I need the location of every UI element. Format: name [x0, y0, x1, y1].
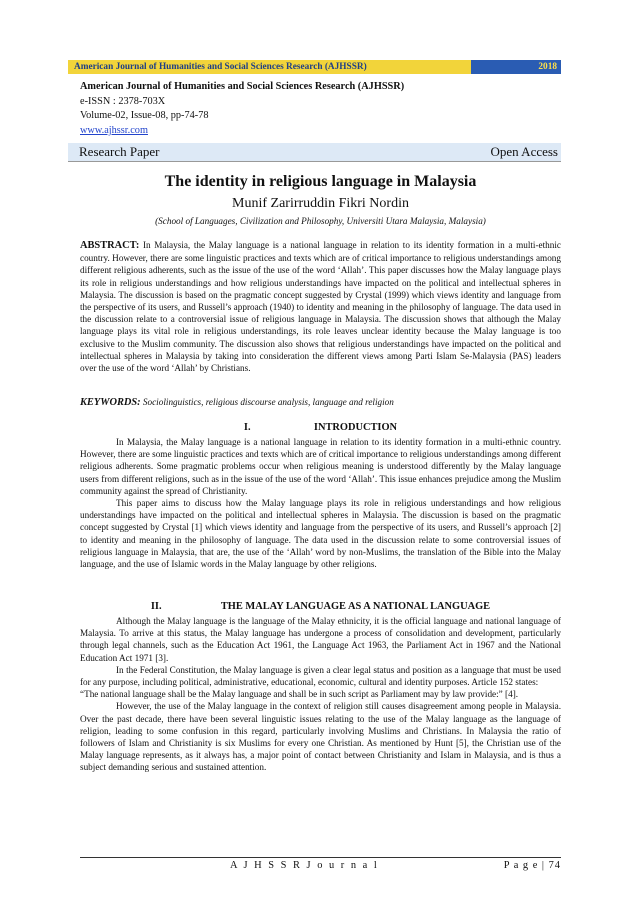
paper-title: The identity in religious language in Malaysia: [164, 173, 477, 190]
journal-volume: Volume-02, Issue-08, pp-74-78: [80, 110, 209, 122]
access-type: Open Access: [490, 144, 558, 159]
paragraph: Although the Malay language is the language of the Malay ethnicity, it is the official language and national language of Malaysia. To arrive at this status, the Malay language has undergone a process of consolidation and development, particularly through legal channels, such as the Education Act 1961, the Language Act 1963, the Parliament Act in 1967 and the National Education Act 1971 [3].: [80, 616, 561, 663]
section-heading-introduction: [80, 422, 561, 433]
paper-type-bar: [68, 143, 561, 162]
footer-page-number: P a g e | 74: [503, 860, 561, 871]
section-title: INTRODUCTION: [313, 422, 398, 433]
footer-divider: [80, 857, 561, 858]
paragraph: In the Federal Constitution, the Malay language is given a clear legal status and position as a language that must be used for any purpose, including political, administrative, educational, economic, cultural and identity purposes. Article 152 states:: [80, 664, 561, 688]
paragraph: In Malaysia, the Malay language is a national language in relation to its identity formation in a multi-ethnic country. However, there are some linguistic practices and texts which are of critical importance to religious understandings among different religious adherents. Some pragmatic problems occur when religious meaning is understood differently by the Malay language users from different religions, such as in the issue of the use of the word ‘Allah’. This issue enhances prejudice among the Muslim community against the spread of Christianity.: [80, 437, 561, 496]
abstract-label: ABSTRACT:: [80, 240, 140, 251]
abstract: [80, 239, 561, 374]
section-body-national-language: [80, 615, 561, 774]
section-body-introduction: [80, 436, 561, 570]
journal-link[interactable]: www.ajhssr.com: [80, 124, 148, 136]
paragraph: This paper aims to discuss how the Malay language plays its role in religious understandings and how religious understandings have impacted on the political and intellectual spheres in Malaysia. The discussion is based on the pragmatic concept suggested by Crystal [1] which views identity and language from the perspective of its users, and Russell’s approach [2] to identity and meaning in the philosophy of language. The data used in the discussion relate to some controversial issues of religious language in Malaysia, that are, the use of the ‘Allah’ word by non-Muslims, the translation of the Bible into the Malay language, and the use of Islamic words in the Malay language by other religions.: [80, 498, 561, 570]
section-heading-national-language: [80, 601, 561, 612]
journal-eissn: e-ISSN : 2378-703X: [80, 95, 166, 107]
quote-paragraph: “The national language shall be the Malay language and shall be in such script as Parliament may by law provide:” [4].: [80, 689, 519, 700]
keywords-label: KEYWORDS:: [80, 397, 141, 408]
abstract-text: In Malaysia, the Malay language is a national language in relation to its identity formation in a multi-ethnic country. However, there are some linguistic practices and texts which are of critical importance to religious understandings among different religious adherents, such as the issue of the use of the word ‘Allah’. This paper discusses how the Malay language plays its role in religious understandings and how religious understandings have impacted on the political and intellectual spheres in Malaysia. The discussion is based on the pragmatic concept suggested by Crystal (1999) which views identity and language from the perspective of its users, and Russell’s approach (1940) to identity and meaning in the philosophy of language. The data used in the discussion relate to a controversial issue of religious language in Malaysia. The discussion shows that although the Malay language plays its vital role in religious understandings, its role leaves unclear identity because the Malay language is too exclusive to the Muslim community. The discussion also shows that religious understandings have impacted on the political and intellectual spheres in Malaysia by taking into consideration the different views among Parti Islam Se-Malaysia (PAS) leaders over the use of the word ‘Allah’ by Christians.: [80, 240, 561, 374]
paper-type: Research Paper: [79, 144, 160, 159]
author-name: Munif Zarirruddin Fikri Nordin: [232, 196, 409, 211]
journal-info: [80, 80, 561, 138]
header-journal-title: American Journal of Humanities and Social Sciences Research (AJHSSR): [74, 62, 367, 72]
keywords: [80, 397, 561, 408]
section-title: THE MALAY LANGUAGE AS A NATIONAL LANGUAGE: [220, 601, 491, 612]
section-number: I.: [243, 422, 251, 433]
keywords-text: Sociolinguistics, religious discourse analysis, language and religion: [142, 397, 394, 407]
footer-journal: A J H S S R J o u r n a l: [230, 860, 379, 871]
journal-name: American Journal of Humanities and Social Sciences Research (AJHSSR): [80, 81, 405, 92]
journal-header-bar: [68, 60, 561, 74]
paragraph: However, the use of the Malay language in the context of religion still causes disagreement among people in Malaysia. Over the past decade, there have been several linguistic issues relating to the use of the Malay language as the language of religion, leading to some confusion in this regard, particularly involving Muslims and Christians. In Malaysia the ratio of followers of Islam and Christianity is six Muslims for every one Christian. As mentioned by Hunt [5], the Christian use of the Malay language represents, as it always has, a major point of contact between Christianity and Islam in Malaysia, and is thus a subject demanding serious and sustained attention.: [80, 701, 561, 773]
author-affiliation: (School of Languages, Civilization and Philosophy, Universiti Utara Malaysia, Malaysia): [155, 216, 486, 226]
section-number: II.: [150, 601, 162, 612]
header-year: 2018: [471, 60, 561, 74]
